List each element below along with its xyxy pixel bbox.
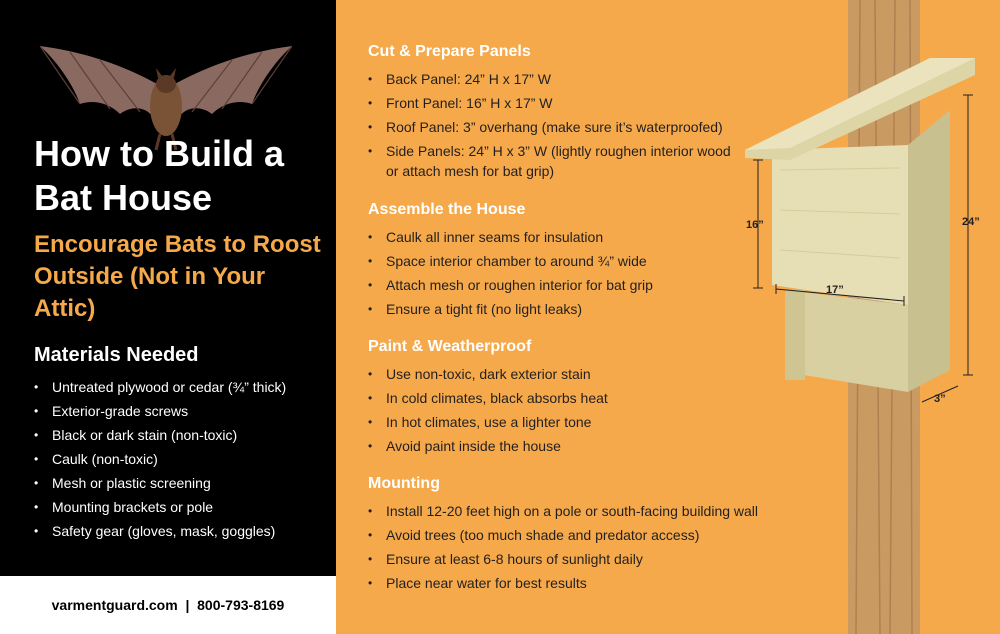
materials-list <box>34 377 286 545</box>
materials-heading: Materials Needed <box>34 344 199 366</box>
section-heading-mounting: Mounting <box>368 475 440 492</box>
list-item: • Roof Panel: 3” overhang (make sure it’s waterproofed) <box>368 117 758 137</box>
list-item: • Front Panel: 16” H x 17” W <box>368 93 758 113</box>
bat-house-illustration <box>740 0 1000 634</box>
list-item: • Install 12-20 feet high on a pole or south-facing building wall <box>368 501 808 521</box>
list-item: • Ensure a tight fit (no light leaks) <box>368 299 758 319</box>
list-item: • Exterior-grade screws <box>34 401 286 425</box>
list-item: • Ensure at least 6-8 hours of sunlight daily <box>368 549 808 569</box>
list-item: • Use non-toxic, dark exterior stain <box>368 364 758 384</box>
list-item: • Mounting brackets or pole <box>34 497 286 521</box>
list-item: • Safety gear (gloves, mask, goggles) <box>34 521 286 545</box>
assemble-list <box>368 227 758 323</box>
contact-footer: varmentguard.com | 800-793-8169 <box>0 576 336 634</box>
list-item: • Attach mesh or roughen interior for bat grip <box>368 275 758 295</box>
list-item: • Place near water for best results <box>368 573 808 593</box>
dimension-front-height: 16” <box>746 219 764 231</box>
list-item: • Side Panels: 24” H x 3” W (lightly roughen interior wood or attach mesh for bat grip) <box>368 141 746 181</box>
section-heading-assemble: Assemble the House <box>368 201 526 218</box>
section-heading-cut: Cut & Prepare Panels <box>368 43 531 60</box>
list-item: • In hot climates, use a lighter tone <box>368 412 758 432</box>
list-item: • Back Panel: 24” H x 17” W <box>368 69 758 89</box>
paint-list <box>368 364 758 460</box>
list-item: • Black or dark stain (non-toxic) <box>34 425 286 449</box>
dimension-width: 17” <box>826 284 844 296</box>
dimension-back-height: 24” <box>962 216 980 228</box>
dimension-depth: 3” <box>934 393 946 405</box>
section-heading-paint: Paint & Weatherproof <box>368 338 532 355</box>
page-title: How to Build a Bat House <box>34 133 284 218</box>
list-item: • In cold climates, black absorbs heat <box>368 388 758 408</box>
list-item: • Space interior chamber to around ¾” wide <box>368 251 758 271</box>
list-item: • Caulk (non-toxic) <box>34 449 286 473</box>
list-item: • Avoid trees (too much shade and predator access) <box>368 525 808 545</box>
list-item: • Mesh or plastic screening <box>34 473 286 497</box>
list-item: • Untreated plywood or cedar (¾” thick) <box>34 377 286 401</box>
page-subtitle: Encourage Bats to Roost Outside (Not in Your Attic) <box>34 231 321 322</box>
cut-list <box>368 69 758 185</box>
left-panel <box>0 0 336 634</box>
list-item: • Caulk all inner seams for insulation <box>368 227 758 247</box>
list-item: • Avoid paint inside the house <box>368 436 758 456</box>
